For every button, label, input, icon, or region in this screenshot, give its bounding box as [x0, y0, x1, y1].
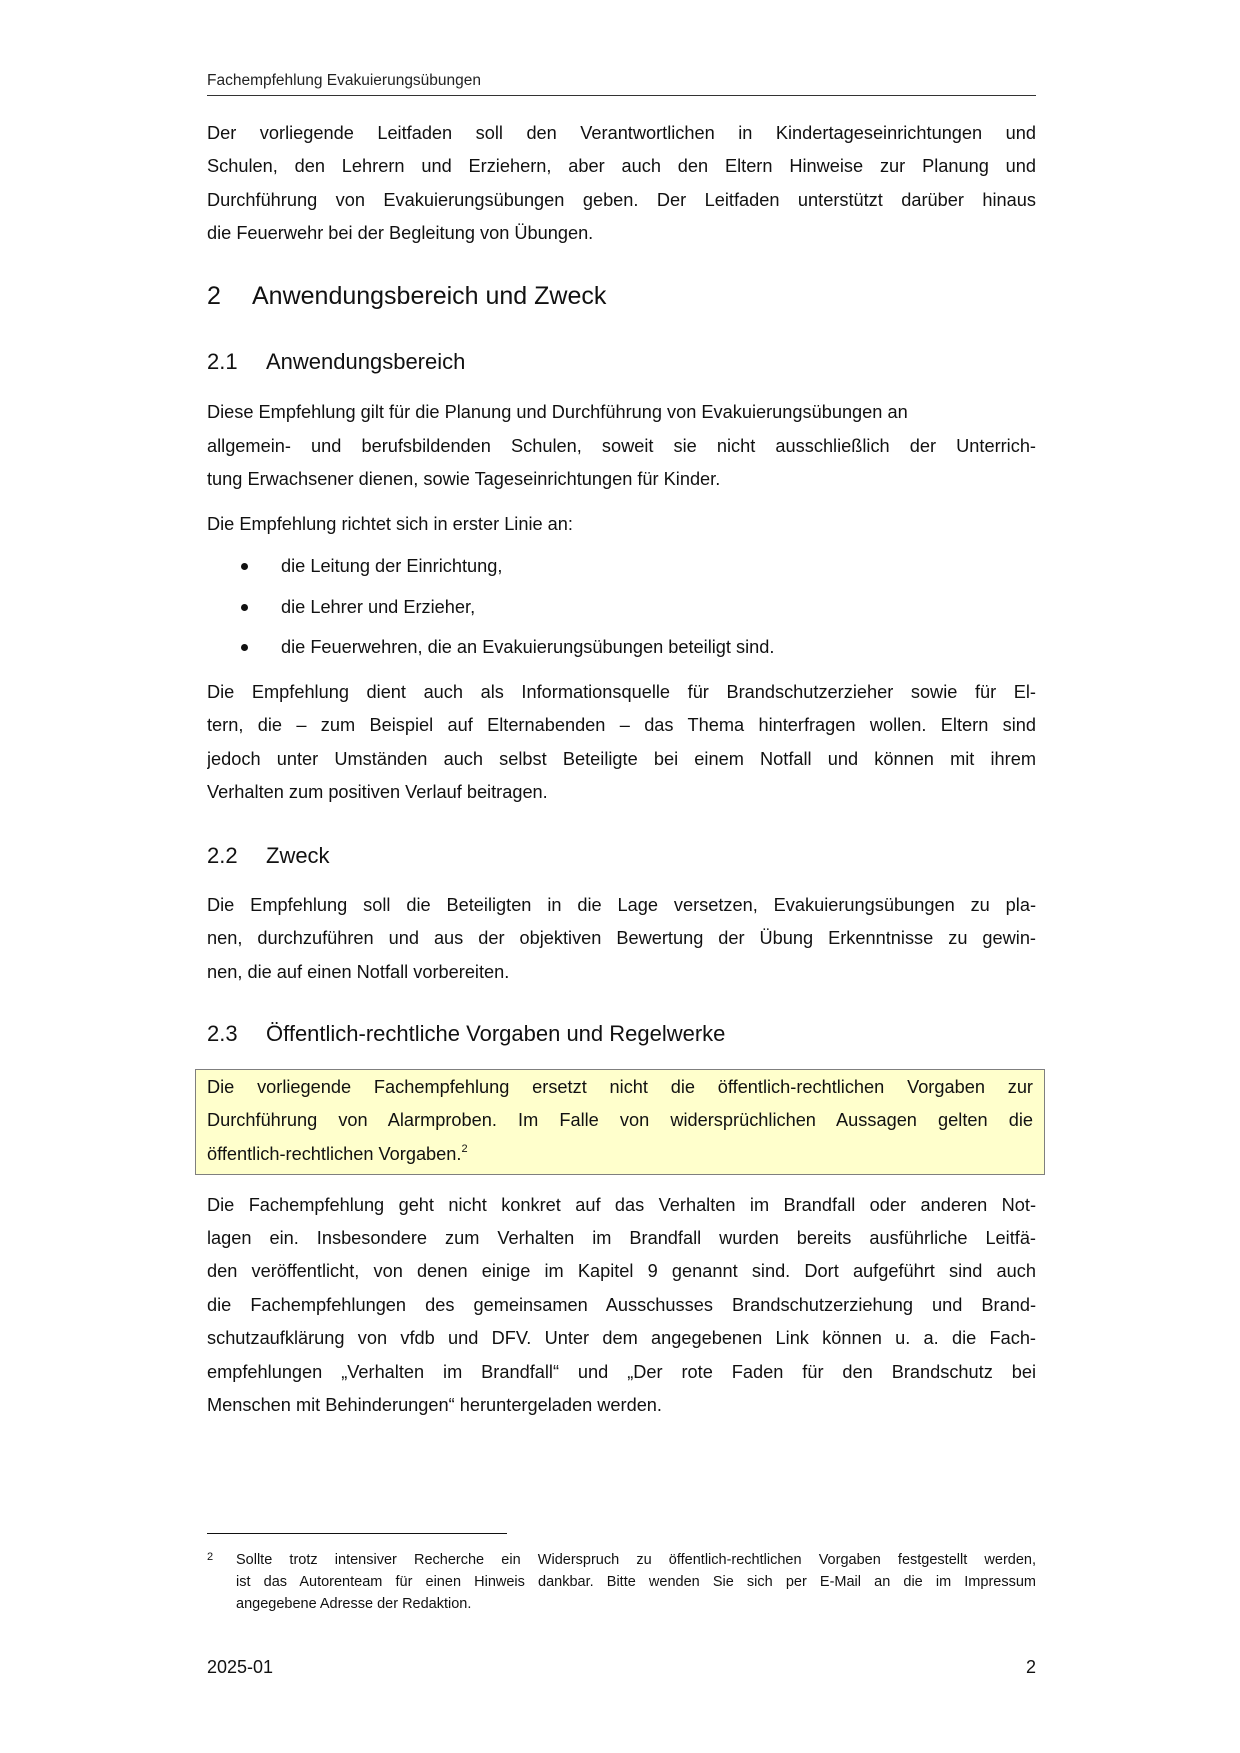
footer-version: 2025-01 — [207, 1657, 274, 1677]
text-line: lagen ein. Insbesondere zum Verhalten im Brandfall wurden bereits ausführliche Leitfä- — [207, 1228, 1036, 1248]
text-line: empfehlungen „Verhalten im Brandfall“ und „Der rote Faden für den Brandschutz bei — [207, 1362, 1036, 1382]
footnote-line: ist das Autorenteam für einen Hinweis dankbar. Bitte wenden Sie sich per E-Mail an die im Impressum — [236, 1574, 1036, 1590]
note-line — [207, 1143, 1033, 1165]
text-line: Der vorliegende Leitfaden soll den Verantwortlichen in Kindertageseinrichtungen und — [207, 123, 1036, 143]
header-rule — [207, 95, 1036, 96]
running-header-title: Fachempfehlung Evakuierungsübungen — [207, 72, 482, 89]
footnote-separator — [207, 1533, 507, 1534]
text-line: allgemein- und berufsbildenden Schulen, soweit sie nicht ausschließlich der Unterrich- — [207, 436, 1036, 456]
note-line: Die vorliegende Fachempfehlung ersetzt nicht die öffentlich-rechtlichen Vorgaben zur — [207, 1077, 1033, 1097]
heading-title: Öffentlich-rechtliche Vorgaben und Regelwerke — [266, 1021, 726, 1046]
list-item-text: die Lehrer und Erzieher, — [281, 597, 476, 617]
text-line: den veröffentlicht, von denen einige im Kapitel 9 genannt sind. Dort aufgeführt sind auch — [207, 1261, 1036, 1281]
text-line: jedoch unter Umständen auch selbst Beteiligte bei einem Notfall und können mit ihrem — [207, 749, 1036, 769]
text-line: Verhalten zum positiven Verlauf beitragen. — [207, 782, 548, 802]
page-number: 2 — [1025, 1657, 1036, 1677]
section-heading-2-3 — [207, 1020, 725, 1048]
text-line: Die Empfehlung dient auch als Informationsquelle für Brandschutzerzieher sowie für El- — [207, 682, 1036, 702]
section-heading-2 — [207, 281, 606, 311]
bullet-icon — [241, 563, 248, 570]
note-line-text: öffentlich-rechtlichen Vorgaben. — [207, 1144, 462, 1164]
text-line: die Fachempfehlungen des gemeinsamen Ausschusses Brandschutzerziehung und Brand- — [207, 1295, 1036, 1315]
section-heading-2-2 — [207, 842, 330, 870]
text-line: tung Erwachsener dienen, sowie Tageseinrichtungen für Kinder. — [207, 469, 721, 489]
text-line: die Feuerwehr bei der Begleitung von Übungen. — [207, 223, 594, 243]
bullet-icon — [241, 644, 248, 651]
text-line: nen, durchzuführen und aus der objektiven Bewertung der Übung Erkenntnisse zu gewin- — [207, 928, 1036, 948]
section-heading-2-1 — [207, 348, 465, 376]
list-item-text: die Feuerwehren, die an Evakuierungsübungen beteiligt sind. — [281, 637, 775, 657]
text-line: Schulen, den Lehrern und Erziehern, aber auch den Eltern Hinweise zur Planung und — [207, 156, 1036, 176]
note-line: Durchführung von Alarmproben. Im Falle von widersprüchlichen Aussagen gelten die — [207, 1110, 1033, 1130]
heading-number: 2.2 — [207, 843, 238, 868]
heading-number: 2 — [207, 282, 221, 310]
heading-title: Zweck — [266, 843, 330, 868]
heading-number: 2.3 — [207, 1021, 238, 1046]
heading-title: Anwendungsbereich und Zweck — [252, 282, 607, 310]
text-line: tern, die – zum Beispiel auf Elternabenden – das Thema hinterfragen wollen. Eltern sind — [207, 715, 1036, 735]
footnote-line: angegebene Adresse der Redaktion. — [236, 1596, 472, 1612]
heading-title: Anwendungsbereich — [266, 349, 466, 374]
text-line: Die Fachempfehlung geht nicht konkret auf das Verhalten im Brandfall oder anderen Not- — [207, 1195, 1036, 1215]
text-line: Menschen mit Behinderungen“ heruntergeladen werden. — [207, 1395, 662, 1415]
text-line: Die Empfehlung soll die Beteiligten in die Lage versetzen, Evakuierungsübungen zu pla- — [207, 895, 1036, 915]
text-line: nen, die auf einen Notfall vorbereiten. — [207, 962, 510, 982]
footnote-line: Sollte trotz intensiver Recherche ein Widerspruch zu öffentlich-rechtlichen Vorgaben festgestellt werden, — [236, 1552, 1036, 1568]
text-line: Diese Empfehlung gilt für die Planung und Durchführung von Evakuierungsübungen an — [207, 402, 908, 422]
list-intro: Die Empfehlung richtet sich in erster Linie an: — [207, 514, 573, 534]
text-line: schutzaufklärung von vfdb und DFV. Unter dem angegebenen Link können u. a. die Fach- — [207, 1328, 1036, 1348]
list-item-text: die Leitung der Einrichtung, — [281, 556, 503, 576]
footnote-reference[interactable]: 2 — [461, 1143, 468, 1155]
heading-number: 2.1 — [207, 349, 238, 374]
text-line: Durchführung von Evakuierungsübungen geben. Der Leitfaden unterstützt darüber hinaus — [207, 190, 1036, 210]
footnote-mark: 2 — [207, 1551, 214, 1563]
bullet-icon — [241, 604, 248, 611]
